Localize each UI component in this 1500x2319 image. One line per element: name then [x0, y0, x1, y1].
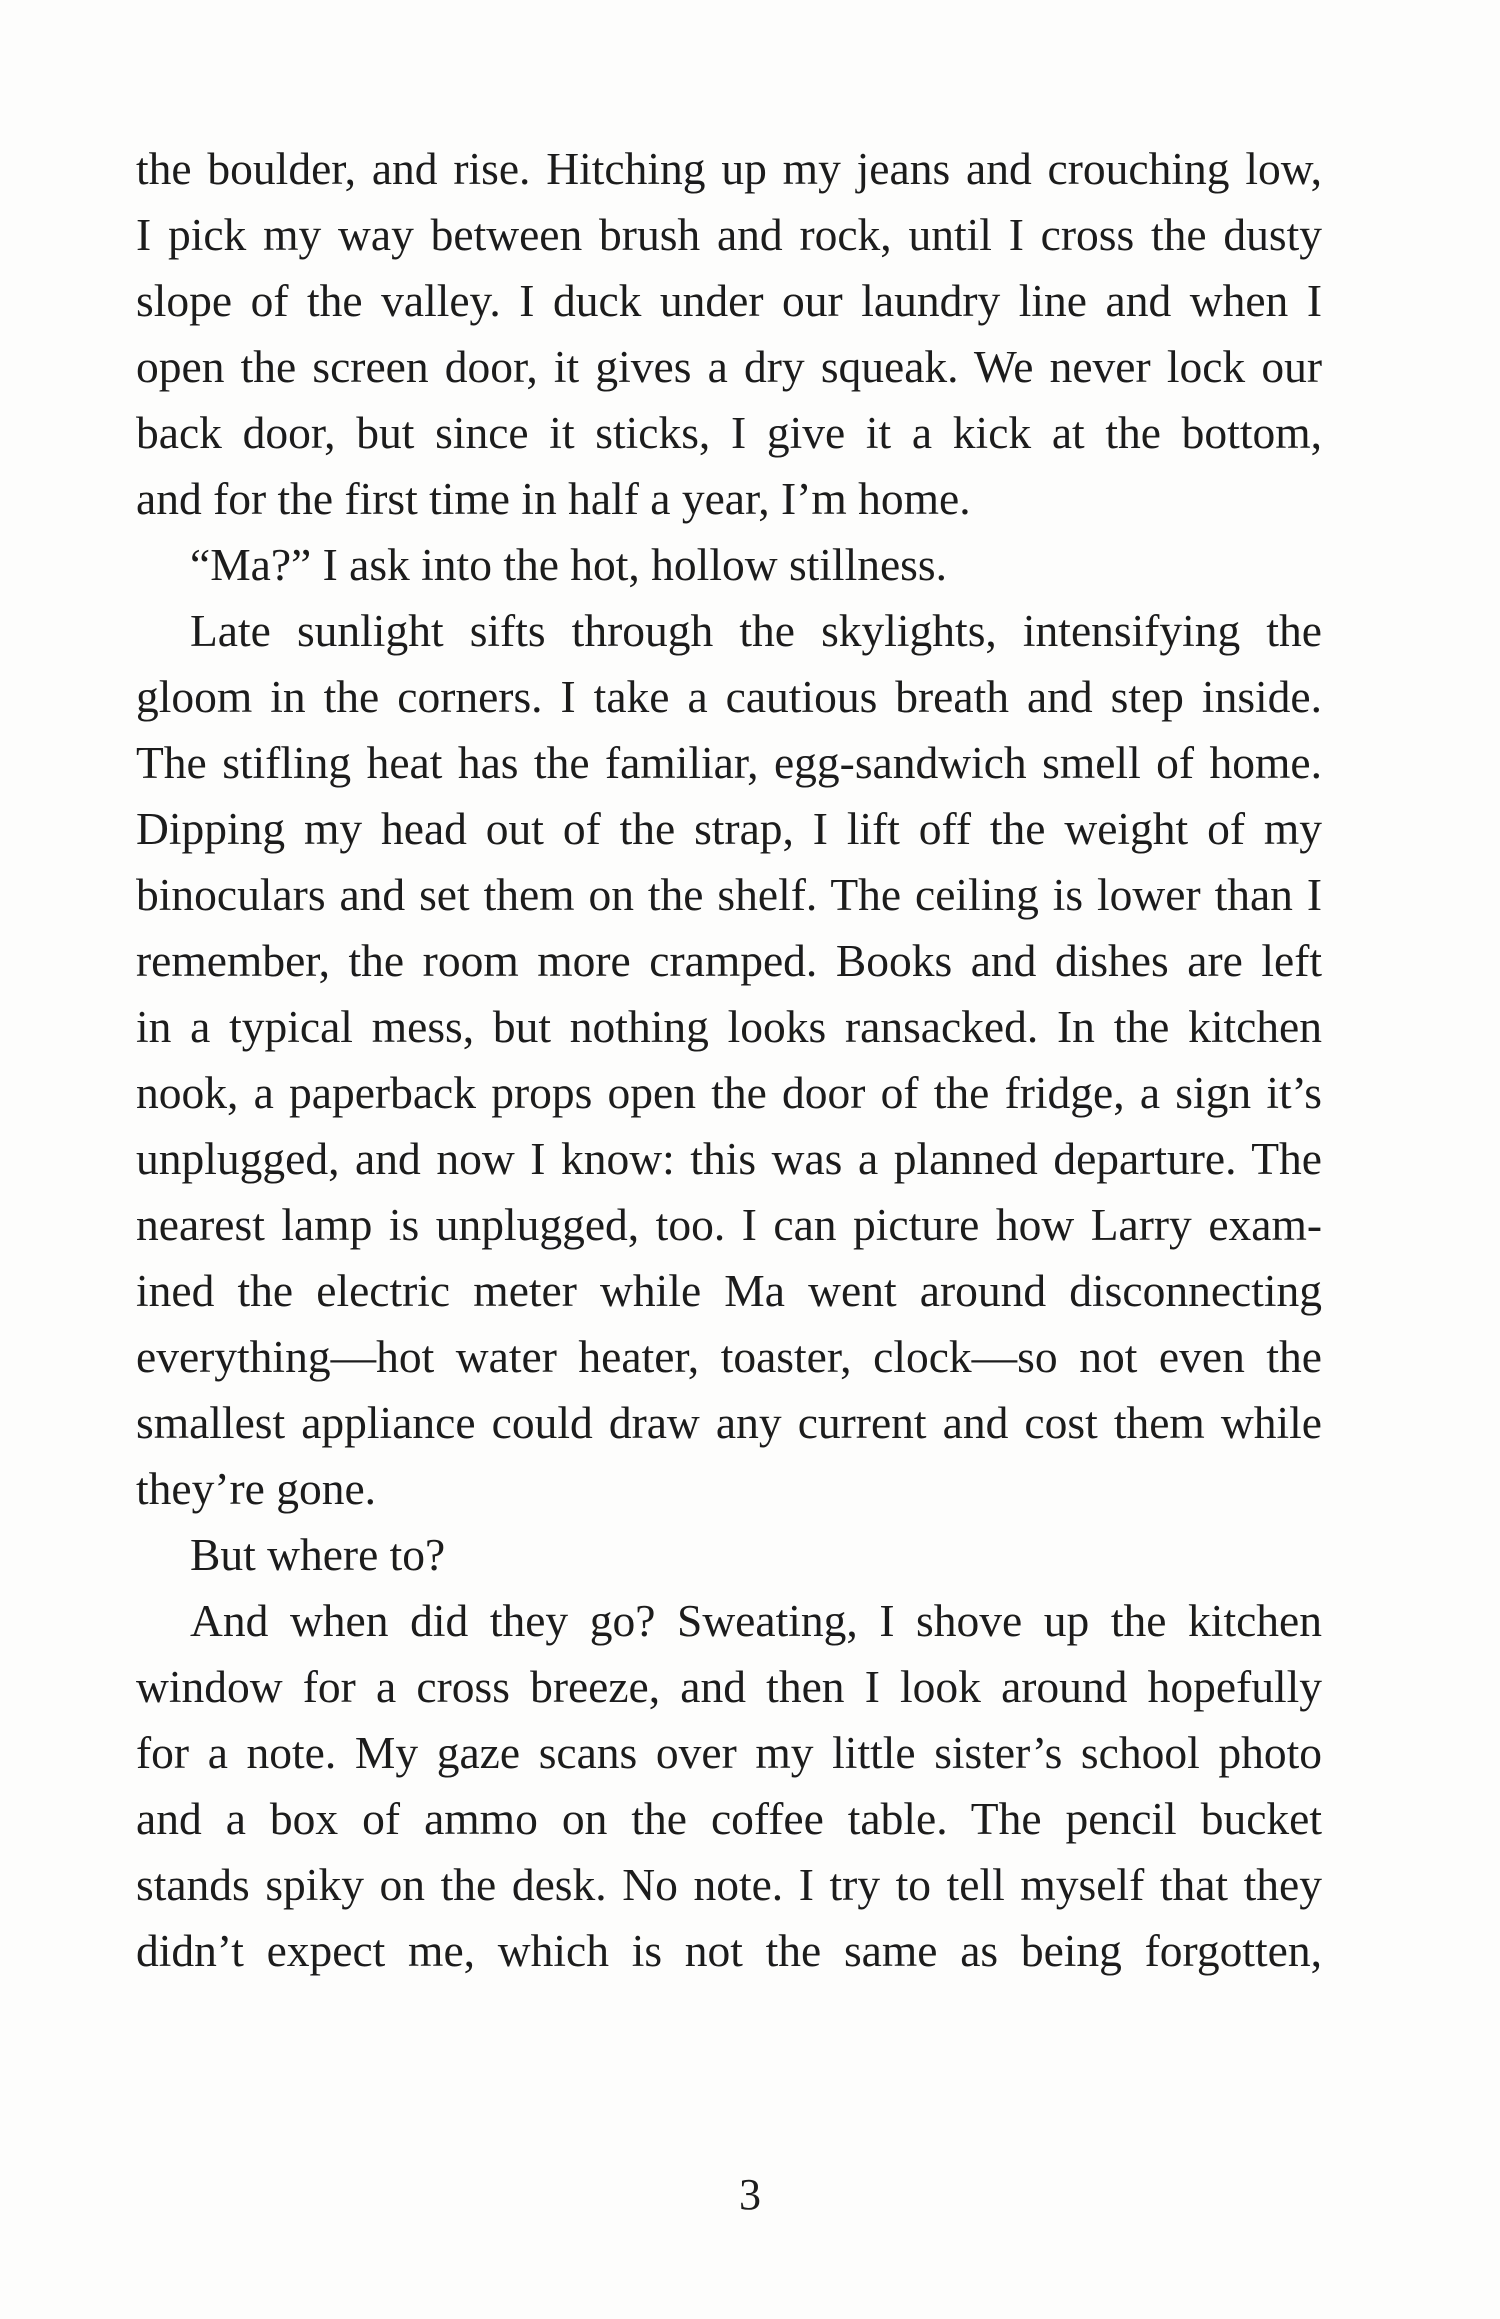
text-line: The stifling heat has the familiar, egg-sandwich smell of home. — [136, 737, 1322, 788]
text-line: they’re gone. — [136, 1463, 377, 1514]
text-line: window for a cross breeze, and then I look around hopefully — [136, 1661, 1322, 1712]
text-line: binoculars and set them on the shelf. The ceiling is lower than I — [136, 869, 1322, 920]
text-line: remember, the room more cramped. Books and dishes are left — [136, 935, 1322, 986]
text-line: “Ma?” I ask into the hot, hollow stillness. — [190, 539, 947, 590]
text-line: slope of the valley. I duck under our laundry line and when I — [136, 275, 1322, 326]
text-line: smallest appliance could draw any current and cost them while — [136, 1397, 1322, 1448]
text-line: Dipping my head out of the strap, I lift off the weight of my — [136, 803, 1322, 854]
text-line: And when did they go? Sweating, I shove up the kitchen — [190, 1595, 1322, 1646]
text-line: in a typical mess, but nothing looks ransacked. In the kitchen — [136, 1001, 1322, 1052]
text-line: open the screen door, it gives a dry squeak. We never lock our — [136, 341, 1322, 392]
text-line: gloom in the corners. I take a cautious breath and step inside. — [136, 671, 1322, 722]
text-line: and for the first time in half a year, I’m home. — [136, 473, 971, 524]
text-line: back door, but since it sticks, I give it a kick at the bottom, — [136, 407, 1322, 458]
text-line: But where to? — [190, 1529, 446, 1580]
text-line: stands spiky on the desk. No note. I try to tell myself that they — [136, 1859, 1322, 1910]
body-text — [136, 136, 1322, 1984]
text-line: the boulder, and rise. Hitching up my jeans and crouching low, — [136, 143, 1322, 194]
text-line: everything—hot water heater, toaster, clock—so not even the — [136, 1331, 1322, 1382]
text-line: nearest lamp is unplugged, too. I can picture how Larry exam- — [136, 1199, 1322, 1250]
text-line: unplugged, and now I know: this was a planned departure. The — [136, 1133, 1322, 1184]
text-line: didn’t expect me, which is not the same as being forgotten, — [136, 1925, 1322, 1976]
text-line: nook, a paperback props open the door of the fridge, a sign it’s — [136, 1067, 1322, 1118]
text-line: Late sunlight sifts through the skylights, intensifying the — [190, 605, 1322, 656]
text-line: for a note. My gaze scans over my little sister’s school photo — [136, 1727, 1322, 1778]
text-line: ined the electric meter while Ma went around disconnecting — [136, 1265, 1322, 1316]
page-number: 3 — [739, 2170, 761, 2219]
text-line: and a box of ammo on the coffee table. The pencil bucket — [136, 1793, 1322, 1844]
text-line: I pick my way between brush and rock, until I cross the dusty — [136, 209, 1322, 260]
